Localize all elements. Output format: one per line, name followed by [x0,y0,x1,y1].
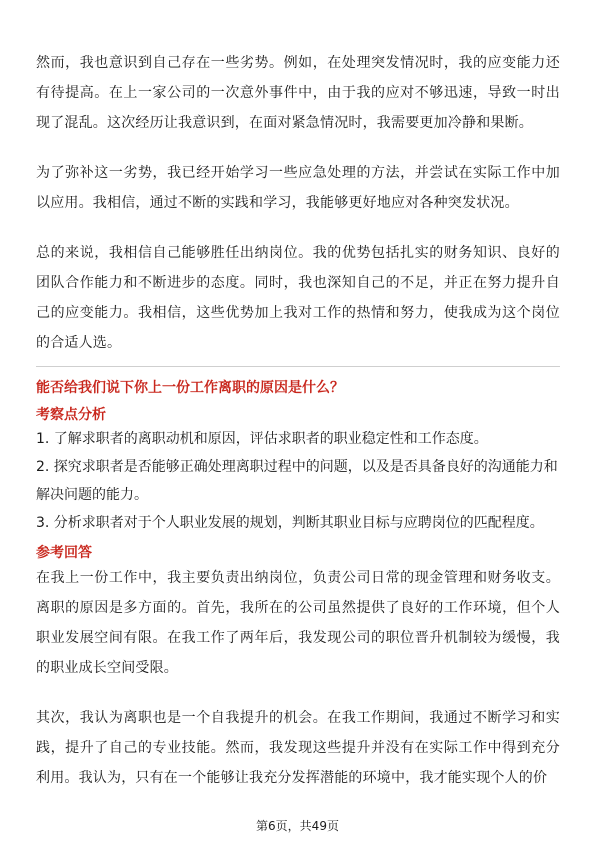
answer-paragraph: 其次，我认为离职也是一个自我提升的机会。在我工作期间，我通过不断学习和实践，提升了自己的专业技能。然而，我发现这些提升并没有在实际工作中得到充分利用。我认为，只有在一个能够让我充分发挥潜能的环境中，我才能实现个人的价 [36,710,560,786]
page-number: 第6页，共49页 [256,819,339,833]
analysis-heading: 考察点分析 [36,407,106,423]
analysis-list [36,425,560,537]
answer-paragraph: 在我上一份工作中，我主要负责出纳岗位，负责公司日常的现金管理和财务收支。离职的原因是多方面的。首先，我所在的公司虽然提供了良好的工作环境，但个人职业发展空间有限。在我工作了两年后，我发现公司的职位晋升机制较为缓慢，我的职业成长空间受限。 [36,570,560,676]
analysis-item: 2. 探究求职者是否能够正确处理离职过程中的问题，以及是否具备良好的沟通能力和解决问题的能力。 [36,459,558,503]
answer-heading: 参考回答 [36,545,92,561]
analysis-item: 3. 分析求职者对于个人职业发展的规划，判断其职业目标与应聘岗位的匹配程度。 [36,515,544,531]
paragraph-weakness: 然而，我也意识到自己存在一些劣势。例如，在处理突发情况时，我的应变能力还有待提高。在上一家公司的一次意外事件中，由于我的应对不够迅速，导致一时出现了混乱。这次经历让我意识到，在面对紧急情况时，我需要更加冷静和果断。 [36,55,560,131]
paragraph-spacer [36,218,560,238]
answer-body [36,563,560,793]
section-divider [36,366,560,367]
question-heading: 能否给我们说下你上一份工作离职的原因是什么？ [36,380,344,396]
paragraph-spacer [36,138,560,158]
analysis-item: 1. 了解求职者的离职动机和原因，评估求职者的职业稳定性和工作态度。 [36,431,488,447]
paragraph-summary: 总的来说，我相信自己能够胜任出纳岗位。我的优势包括扎实的财务知识、良好的团队合作能力和不断进步的态度。同时，我也深知自己的不足，并正在努力提升自己的应变能力。我相信，这些优势加上我对工作的热情和努力，使我成为这个岗位的合适人选。 [36,245,560,351]
paragraph-improvement: 为了弥补这一劣势，我已经开始学习一些应急处理的方法，并尝试在实际工作中加以应用。我相信，通过不断的实践和学习，我能够更好地应对各种突发状况。 [36,165,560,211]
page-content [36,48,560,793]
paragraph-spacer [36,683,560,703]
